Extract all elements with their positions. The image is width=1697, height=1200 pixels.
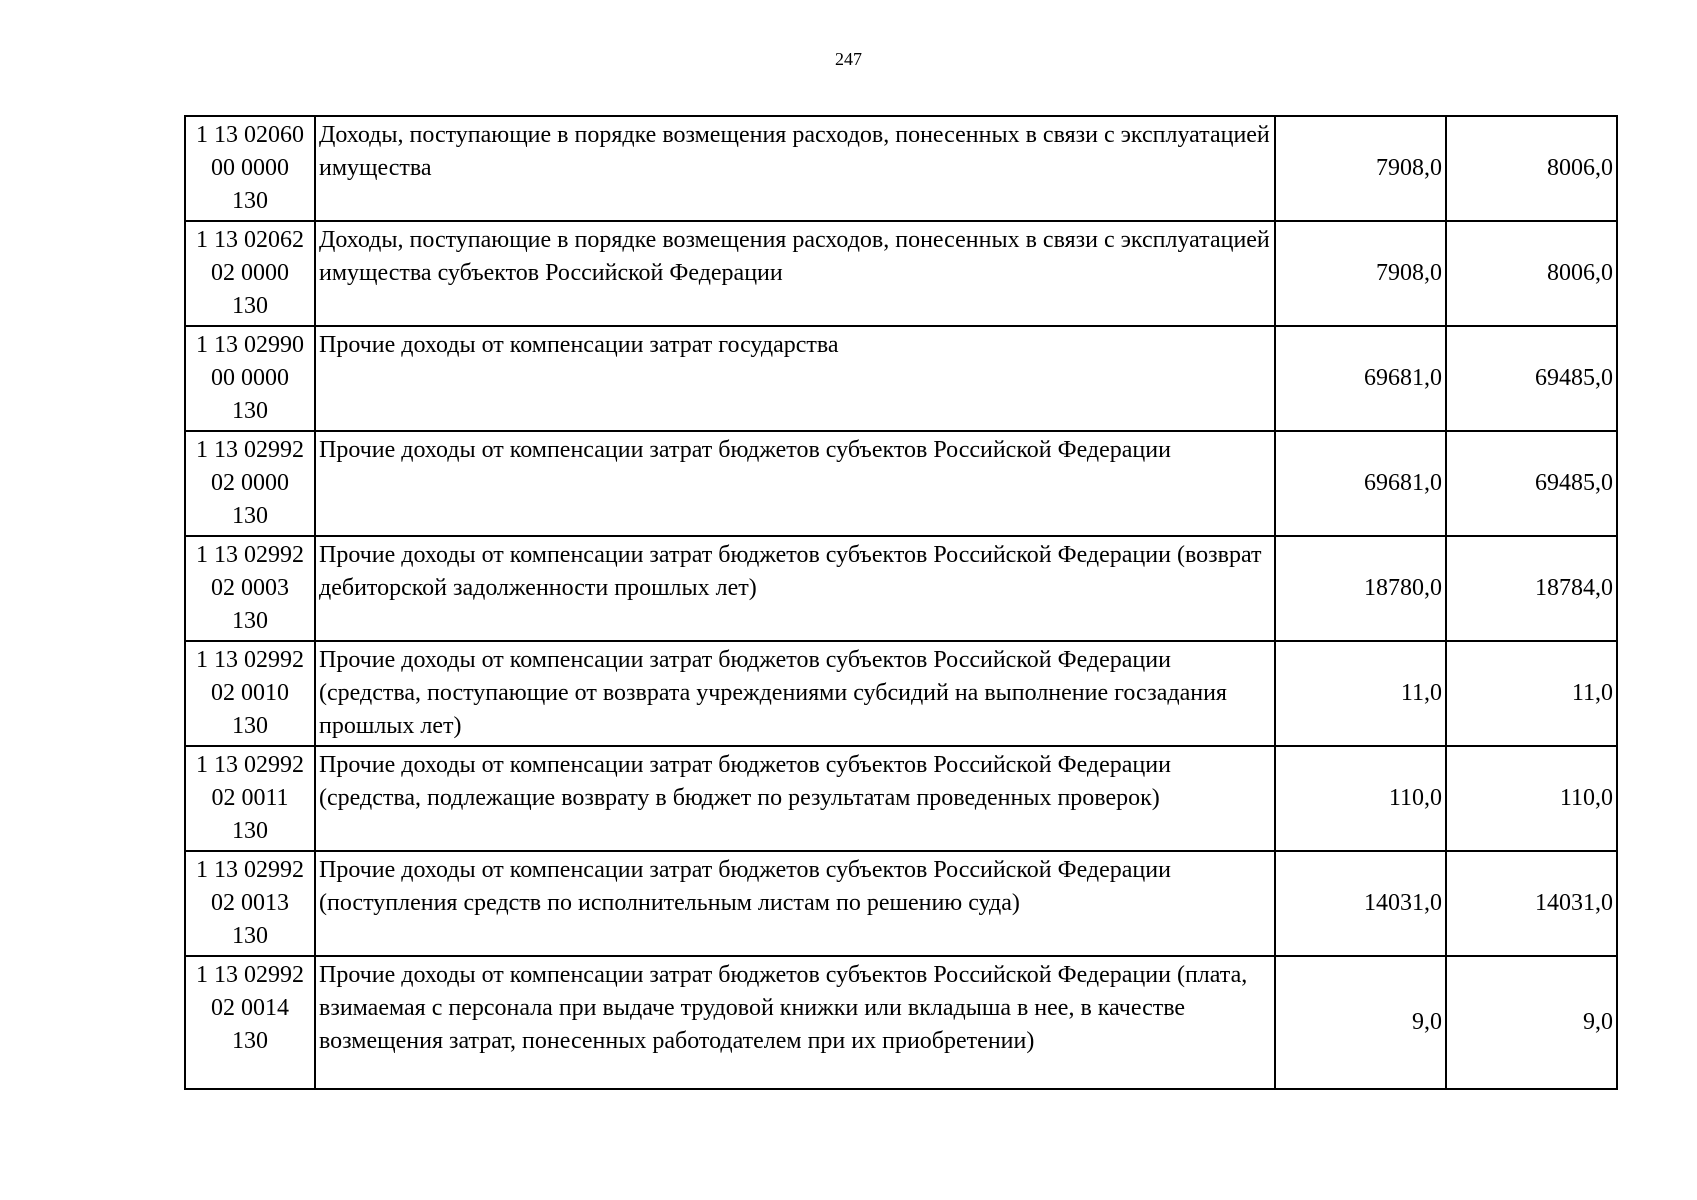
classification-code: 1 13 02060 00 0000 130: [185, 116, 315, 221]
table-row: [185, 851, 1617, 956]
classification-code: 1 13 02992 02 0000 130: [185, 431, 315, 536]
table-row: [185, 326, 1617, 431]
classification-code: 1 13 02992 02 0013 130: [185, 851, 315, 956]
budget-revenue-table: [184, 115, 1618, 1090]
amount-year-1: 69681,0: [1275, 326, 1446, 431]
amount-year-1: 9,0: [1275, 956, 1446, 1089]
revenue-name: Прочие доходы от компенсации затрат бюджетов субъектов Российской Федерации (средства, поступающие от возврата учреждениями субсидий на выполнение госзадания прошлых лет): [315, 641, 1275, 746]
table-row: [185, 536, 1617, 641]
amount-year-1: 18780,0: [1275, 536, 1446, 641]
revenue-name: Прочие доходы от компенсации затрат бюджетов субъектов Российской Федерации (плата, взимаемая с персонала при выдаче трудовой книжки или вкладыша в нее, в качестве возмещения затрат, понесенных работодателем при их приобретении): [315, 956, 1275, 1089]
amount-year-2: 18784,0: [1446, 536, 1617, 641]
classification-code: 1 13 02992 02 0003 130: [185, 536, 315, 641]
amount-year-2: 69485,0: [1446, 431, 1617, 536]
table-row: [185, 221, 1617, 326]
amount-year-1: 7908,0: [1275, 221, 1446, 326]
table-row: [185, 116, 1617, 221]
revenue-name: Прочие доходы от компенсации затрат государства: [315, 326, 1275, 431]
table-row: [185, 431, 1617, 536]
revenue-name: Прочие доходы от компенсации затрат бюджетов субъектов Российской Федерации (возврат дебиторской задолженности прошлых лет): [315, 536, 1275, 641]
amount-year-2: 8006,0: [1446, 221, 1617, 326]
classification-code: 1 13 02990 00 0000 130: [185, 326, 315, 431]
amount-year-2: 69485,0: [1446, 326, 1617, 431]
amount-year-2: 110,0: [1446, 746, 1617, 851]
revenue-name: Прочие доходы от компенсации затрат бюджетов субъектов Российской Федерации: [315, 431, 1275, 536]
amount-year-2: 9,0: [1446, 956, 1617, 1089]
amount-year-1: 11,0: [1275, 641, 1446, 746]
revenue-name: Доходы, поступающие в порядке возмещения расходов, понесенных в связи с эксплуатацией имущества субъектов Российской Федерации: [315, 221, 1275, 326]
amount-year-1: 110,0: [1275, 746, 1446, 851]
amount-year-2: 14031,0: [1446, 851, 1617, 956]
revenue-name: Прочие доходы от компенсации затрат бюджетов субъектов Российской Федерации (средства, подлежащие возврату в бюджет по результатам проведенных проверок): [315, 746, 1275, 851]
page-number: 247: [835, 49, 862, 69]
revenue-name: Доходы, поступающие в порядке возмещения расходов, понесенных в связи с эксплуатацией имущества: [315, 116, 1275, 221]
table-row: [185, 641, 1617, 746]
amount-year-1: 7908,0: [1275, 116, 1446, 221]
table-row: [185, 746, 1617, 851]
table-row: [185, 956, 1617, 1089]
amount-year-1: 69681,0: [1275, 431, 1446, 536]
classification-code: 1 13 02992 02 0014 130: [185, 956, 315, 1089]
classification-code: 1 13 02062 02 0000 130: [185, 221, 315, 326]
amount-year-1: 14031,0: [1275, 851, 1446, 956]
amount-year-2: 11,0: [1446, 641, 1617, 746]
revenue-name: Прочие доходы от компенсации затрат бюджетов субъектов Российской Федерации (поступления средств по исполнительным листам по решению суда): [315, 851, 1275, 956]
classification-code: 1 13 02992 02 0011 130: [185, 746, 315, 851]
classification-code: 1 13 02992 02 0010 130: [185, 641, 315, 746]
amount-year-2: 8006,0: [1446, 116, 1617, 221]
